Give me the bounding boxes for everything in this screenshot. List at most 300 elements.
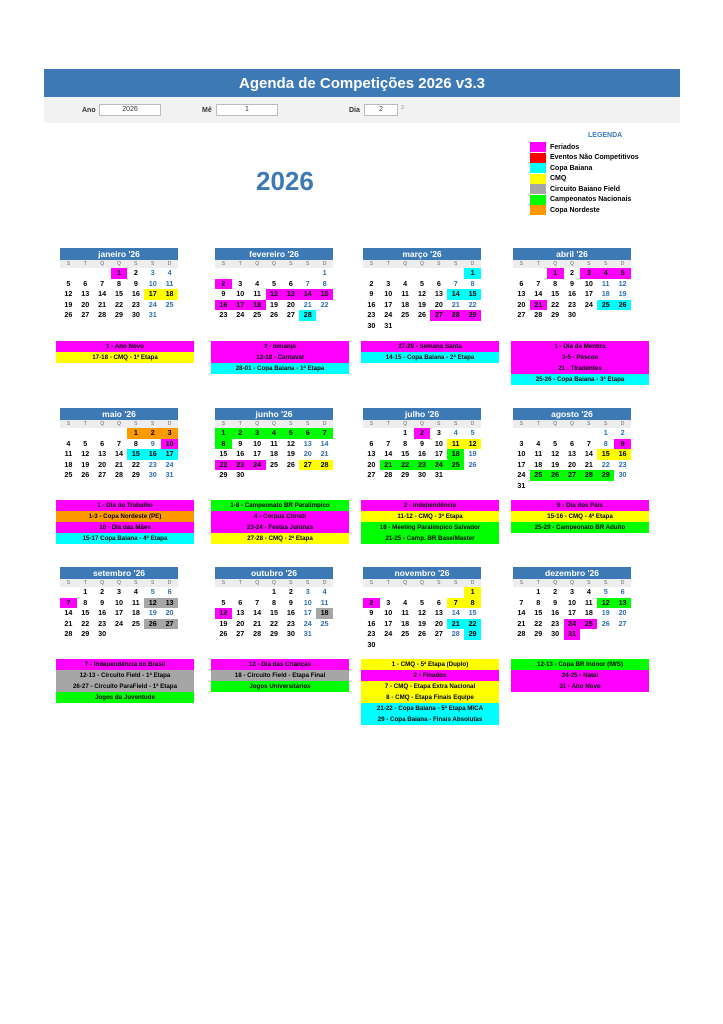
day-cell[interactable]: 7 [519, 597, 524, 607]
day-cell[interactable]: 23 [131, 299, 140, 309]
day-cell[interactable]: 19 [601, 608, 610, 618]
day-cell[interactable]: 14 [114, 449, 123, 459]
day-cell[interactable]: 4 [536, 438, 541, 448]
day-cell[interactable]: 12 [144, 598, 161, 609]
day-cell[interactable]: 21 [64, 618, 73, 628]
day-cell[interactable]: 19 [618, 289, 627, 299]
day-cell[interactable]: 21 [320, 449, 329, 459]
day-cell[interactable]: 29 [114, 310, 123, 320]
day-cell[interactable]: 15 [551, 289, 560, 299]
day-cell[interactable]: 5 [271, 278, 276, 288]
day-cell[interactable]: 17 [384, 299, 393, 309]
day-cell[interactable]: 20 [434, 618, 443, 628]
day-cell[interactable]: 28 [580, 470, 597, 481]
day-cell[interactable]: 26 [144, 619, 161, 630]
day-cell[interactable]: 10 [384, 608, 393, 618]
day-cell[interactable]: 24 [384, 629, 393, 639]
day-cell[interactable]: 29 [401, 470, 410, 480]
day-cell[interactable]: 19 [417, 618, 426, 628]
day-cell[interactable]: 15 [534, 608, 543, 618]
day-cell[interactable]: 22 [81, 618, 90, 628]
day-cell[interactable]: 9 [288, 597, 293, 607]
day-cell[interactable]: 10 [114, 597, 123, 607]
day-cell[interactable]: 4 [403, 597, 408, 607]
day-cell[interactable]: 1 [547, 268, 564, 279]
day-cell[interactable]: 10 [567, 597, 576, 607]
day-cell[interactable]: 7 [255, 597, 260, 607]
day-cell[interactable]: 30 [367, 639, 376, 649]
day-cell[interactable]: 29 [131, 470, 140, 480]
day-cell[interactable]: 5 [282, 428, 299, 439]
day-cell[interactable]: 29 [464, 629, 481, 640]
day-cell[interactable]: 13 [614, 598, 631, 609]
day-cell[interactable]: 27 [161, 619, 178, 630]
day-cell[interactable]: 18 [401, 299, 410, 309]
day-cell[interactable]: 20 [98, 459, 107, 469]
day-cell[interactable]: 1 [322, 268, 327, 277]
day-cell[interactable]: 8 [464, 598, 481, 609]
day-cell[interactable]: 29 [551, 310, 560, 320]
day-cell[interactable]: 16 [551, 608, 560, 618]
day-cell[interactable]: 25 [580, 619, 597, 630]
day-cell[interactable]: 8 [553, 278, 558, 288]
day-cell[interactable]: 16 [144, 449, 161, 460]
day-cell[interactable]: 19 [417, 299, 426, 309]
day-cell[interactable]: 25 [447, 460, 464, 471]
day-cell[interactable]: 17 [161, 449, 178, 460]
day-cell[interactable]: 8 [271, 597, 276, 607]
day-cell[interactable]: 28 [98, 310, 107, 320]
day-cell[interactable]: 9 [221, 289, 226, 299]
day-cell[interactable]: 1 [464, 268, 481, 279]
day-cell[interactable]: 25 [320, 618, 329, 628]
day-cell[interactable]: 27 [299, 460, 316, 471]
day-cell[interactable]: 22 [131, 459, 140, 469]
day-cell[interactable]: 11 [601, 278, 610, 288]
day-cell[interactable]: 25 [269, 459, 278, 469]
day-cell[interactable]: 14 [253, 608, 262, 618]
day-cell[interactable]: 31 [148, 310, 157, 320]
day-cell[interactable]: 2 [133, 268, 138, 277]
day-cell[interactable]: 12 [551, 449, 560, 459]
day-cell[interactable]: 21 [584, 459, 593, 469]
day-cell[interactable]: 27 [434, 629, 443, 639]
day-cell[interactable]: 22 [215, 460, 232, 471]
day-cell[interactable]: 22 [601, 459, 610, 469]
day-cell[interactable]: 17 [517, 459, 526, 469]
day-cell[interactable]: 6 [288, 278, 293, 288]
day-cell[interactable]: 3 [436, 428, 441, 437]
day-cell[interactable]: 9 [569, 278, 574, 288]
day-cell[interactable]: 1 [271, 587, 276, 596]
day-cell[interactable]: 10 [236, 289, 245, 299]
day-cell[interactable]: 27 [618, 618, 627, 628]
day-cell[interactable]: 16 [567, 289, 576, 299]
day-cell[interactable]: 19 [64, 299, 73, 309]
day-cell[interactable]: 28 [253, 629, 262, 639]
day-cell[interactable]: 14 [451, 608, 460, 618]
day-cell[interactable]: 18 [584, 608, 593, 618]
day-cell[interactable]: 31 [165, 470, 174, 480]
day-cell[interactable]: 22 [114, 299, 123, 309]
day-cell[interactable]: 27 [430, 310, 447, 321]
day-cell[interactable]: 11 [270, 438, 278, 448]
day-cell[interactable]: 13 [434, 289, 443, 299]
day-cell[interactable]: 6 [238, 597, 243, 607]
day-cell[interactable]: 20 [286, 299, 295, 309]
day-cell[interactable]: 3 [238, 278, 243, 288]
day-cell[interactable]: 11 [534, 449, 543, 459]
day-cell[interactable]: 30 [567, 310, 576, 320]
day-cell[interactable]: 23 [148, 459, 157, 469]
day-cell[interactable]: 6 [620, 587, 625, 596]
day-cell[interactable]: 4 [453, 428, 458, 437]
day-cell[interactable]: 6 [299, 428, 316, 439]
day-cell[interactable]: 26 [468, 459, 477, 469]
day-cell[interactable]: 3 [519, 438, 524, 448]
day-cell[interactable]: 30 [148, 470, 157, 480]
day-cell[interactable]: 1 [464, 587, 481, 598]
day-cell[interactable]: 7 [386, 438, 391, 448]
day-cell[interactable]: 13 [282, 289, 299, 300]
day-cell[interactable]: 5 [66, 278, 71, 288]
day-cell[interactable]: 17 [253, 449, 262, 459]
day-cell[interactable]: 4 [597, 268, 614, 279]
day-cell[interactable]: 15 [464, 289, 481, 300]
day-cell[interactable]: 3 [150, 268, 155, 277]
day-cell[interactable]: 4 [133, 587, 138, 596]
day-cell[interactable]: 4 [255, 278, 260, 288]
day-cell[interactable]: 31 [517, 480, 526, 490]
day-cell[interactable]: 27 [286, 310, 295, 320]
day-cell[interactable]: 17 [567, 608, 576, 618]
day-cell[interactable]: 20 [434, 299, 443, 309]
day-cell[interactable]: 12 [464, 439, 481, 450]
day-cell[interactable]: 15 [468, 608, 477, 618]
day-cell[interactable]: 27 [236, 629, 245, 639]
day-cell[interactable]: 13 [81, 289, 90, 299]
dia-input[interactable]: 2 [364, 104, 398, 116]
day-cell[interactable]: 18 [64, 459, 73, 469]
day-cell[interactable]: 7 [536, 278, 541, 288]
day-cell[interactable]: 17 [584, 289, 593, 299]
day-cell[interactable]: 2 [288, 587, 293, 596]
day-cell[interactable]: 28 [517, 629, 526, 639]
day-cell[interactable]: 13 [236, 608, 245, 618]
day-cell[interactable]: 19 [269, 299, 278, 309]
day-cell[interactable]: 31 [434, 470, 443, 480]
day-cell[interactable]: 16 [98, 608, 107, 618]
day-cell[interactable]: 9 [238, 438, 243, 448]
day-cell[interactable]: 21 [517, 618, 526, 628]
day-cell[interactable]: 7 [100, 278, 105, 288]
day-cell[interactable]: 9 [150, 438, 155, 448]
mes-input[interactable]: 1 [216, 104, 278, 116]
day-cell[interactable]: 5 [553, 438, 558, 448]
day-cell[interactable]: 21 [98, 299, 107, 309]
day-cell[interactable]: 12 [597, 598, 614, 609]
day-cell[interactable]: 8 [83, 597, 88, 607]
day-cell[interactable]: 6 [100, 438, 105, 448]
day-cell[interactable]: 23 [286, 618, 295, 628]
day-cell[interactable]: 23 [219, 310, 228, 320]
day-cell[interactable]: 22 [534, 618, 543, 628]
day-cell[interactable]: 16 [131, 289, 140, 299]
day-cell[interactable]: 2 [414, 428, 431, 439]
day-cell[interactable]: 17 [232, 300, 249, 311]
day-cell[interactable]: 27 [81, 310, 90, 320]
day-cell[interactable]: 7 [316, 428, 333, 439]
day-cell[interactable]: 29 [597, 470, 614, 481]
day-cell[interactable]: 10 [303, 597, 312, 607]
day-cell[interactable]: 11 [585, 597, 593, 607]
day-cell[interactable]: 23 [618, 459, 627, 469]
day-cell[interactable]: 29 [81, 629, 90, 639]
day-cell[interactable]: 12 [618, 278, 627, 288]
day-cell[interactable]: 25 [530, 470, 547, 481]
day-cell[interactable]: 17 [434, 449, 443, 459]
day-cell[interactable]: 21 [447, 619, 464, 630]
day-cell[interactable]: 30 [417, 470, 426, 480]
day-cell[interactable]: 18 [316, 608, 333, 619]
day-cell[interactable]: 10 [517, 449, 526, 459]
day-cell[interactable]: 22 [468, 299, 477, 309]
day-cell[interactable]: 18 [131, 608, 140, 618]
day-cell[interactable]: 15 [114, 289, 123, 299]
day-cell[interactable]: 12 [266, 289, 283, 300]
day-cell[interactable]: 25 [165, 299, 174, 309]
day-cell[interactable]: 28 [384, 470, 393, 480]
day-cell[interactable]: 23 [98, 618, 107, 628]
day-cell[interactable]: 18 [401, 618, 410, 628]
day-cell[interactable]: 27 [517, 310, 526, 320]
day-cell[interactable]: 26 [64, 310, 73, 320]
day-cell[interactable]: 1 [603, 428, 608, 437]
day-cell[interactable]: 12 [64, 289, 73, 299]
day-cell[interactable]: 30 [236, 470, 245, 480]
day-cell[interactable]: 20 [517, 299, 526, 309]
day-cell[interactable]: 5 [150, 587, 155, 596]
day-cell[interactable]: 15 [316, 289, 333, 300]
day-cell[interactable]: 13 [367, 449, 376, 459]
day-cell[interactable]: 13 [98, 449, 107, 459]
day-cell[interactable]: 23 [367, 629, 376, 639]
day-cell[interactable]: 28 [451, 629, 460, 639]
day-cell[interactable]: 10 [434, 438, 443, 448]
day-cell[interactable]: 20 [165, 608, 174, 618]
day-cell[interactable]: 9 [369, 289, 374, 299]
day-cell[interactable]: 1 [215, 428, 232, 439]
day-cell[interactable]: 29 [464, 310, 481, 321]
day-cell[interactable]: 7 [586, 438, 591, 448]
day-cell[interactable]: 19 [468, 449, 477, 459]
day-cell[interactable]: 30 [131, 310, 140, 320]
day-cell[interactable]: 26 [286, 459, 295, 469]
day-cell[interactable]: 24 [584, 299, 593, 309]
day-cell[interactable]: 12 [417, 608, 426, 618]
day-cell[interactable]: 15 [401, 449, 410, 459]
day-cell[interactable]: 5 [470, 428, 475, 437]
day-cell[interactable]: 18 [534, 459, 543, 469]
day-cell[interactable]: 24 [148, 299, 157, 309]
day-cell[interactable]: 10 [148, 278, 157, 288]
day-cell[interactable]: 24 [564, 619, 581, 630]
day-cell[interactable]: 8 [322, 278, 327, 288]
day-cell[interactable]: 19 [148, 608, 157, 618]
day-cell[interactable]: 28 [64, 629, 73, 639]
day-cell[interactable]: 8 [215, 439, 232, 450]
day-cell[interactable]: 9 [553, 597, 558, 607]
day-cell[interactable]: 18 [269, 449, 278, 459]
day-cell[interactable]: 14 [299, 289, 316, 300]
day-cell[interactable]: 21 [303, 299, 312, 309]
day-cell[interactable]: 21 [114, 459, 123, 469]
day-cell[interactable]: 14 [320, 438, 329, 448]
day-cell[interactable]: 5 [83, 438, 88, 448]
day-cell[interactable]: 9 [614, 439, 631, 450]
day-cell[interactable]: 20 [236, 618, 245, 628]
day-cell[interactable]: 22 [397, 460, 414, 471]
day-cell[interactable]: 17 [384, 618, 393, 628]
day-cell[interactable]: 31 [384, 320, 393, 330]
day-cell[interactable]: 23 [367, 310, 376, 320]
day-cell[interactable]: 14 [98, 289, 107, 299]
day-cell[interactable]: 27 [564, 470, 581, 481]
day-cell[interactable]: 7 [453, 278, 458, 288]
day-cell[interactable]: 15 [127, 449, 144, 460]
day-cell[interactable]: 30 [367, 320, 376, 330]
day-cell[interactable]: 28 [316, 460, 333, 471]
day-cell[interactable]: 19 [286, 449, 295, 459]
day-cell[interactable]: 14 [384, 449, 393, 459]
day-cell[interactable]: 22 [464, 619, 481, 630]
day-cell[interactable]: 21 [253, 618, 262, 628]
day-cell[interactable]: 15 [597, 449, 614, 460]
day-cell[interactable]: 26 [601, 618, 610, 628]
day-cell[interactable]: 26 [614, 300, 631, 311]
day-cell[interactable]: 4 [266, 428, 283, 439]
day-cell[interactable]: 3 [386, 278, 391, 288]
day-cell[interactable]: 11 [447, 439, 464, 450]
day-cell[interactable]: 15 [81, 608, 90, 618]
day-cell[interactable]: 17 [144, 289, 161, 300]
day-cell[interactable]: 24 [303, 618, 312, 628]
day-cell[interactable]: 13 [303, 438, 312, 448]
day-cell[interactable]: 24 [165, 459, 174, 469]
day-cell[interactable]: 25 [131, 618, 140, 628]
day-cell[interactable]: 22 [269, 618, 278, 628]
day-cell[interactable]: 25 [401, 629, 410, 639]
day-cell[interactable]: 1 [403, 428, 408, 437]
day-cell[interactable]: 28 [534, 310, 543, 320]
day-cell[interactable]: 18 [249, 300, 266, 311]
day-cell[interactable]: 12 [286, 438, 295, 448]
day-cell[interactable]: 7 [60, 598, 77, 609]
day-cell[interactable]: 2 [144, 428, 161, 439]
day-cell[interactable]: 21 [530, 300, 547, 311]
day-cell[interactable]: 26 [219, 629, 228, 639]
day-cell[interactable]: 10 [253, 438, 262, 448]
day-cell[interactable]: 16 [236, 449, 245, 459]
day-cell[interactable]: 6 [436, 278, 441, 288]
day-cell[interactable]: 30 [98, 629, 107, 639]
day-cell[interactable]: 12 [417, 289, 426, 299]
day-cell[interactable]: 4 [167, 268, 172, 277]
day-cell[interactable]: 25 [64, 470, 73, 480]
day-cell[interactable]: 25 [597, 300, 614, 311]
day-cell[interactable]: 30 [618, 470, 627, 480]
day-cell[interactable]: 14 [517, 608, 526, 618]
day-cell[interactable]: 28 [447, 310, 464, 321]
day-cell[interactable]: 29 [534, 629, 543, 639]
day-cell[interactable]: 24 [236, 310, 245, 320]
day-cell[interactable]: 6 [519, 278, 524, 288]
day-cell[interactable]: 16 [286, 608, 295, 618]
day-cell[interactable]: 22 [320, 299, 329, 309]
day-cell[interactable]: 13 [517, 289, 526, 299]
day-cell[interactable]: 30 [551, 629, 560, 639]
day-cell[interactable]: 5 [419, 278, 424, 288]
day-cell[interactable]: 29 [269, 629, 278, 639]
day-cell[interactable]: 17 [114, 608, 123, 618]
day-cell[interactable]: 14 [64, 608, 73, 618]
day-cell[interactable]: 14 [534, 289, 543, 299]
day-cell[interactable]: 24 [430, 460, 447, 471]
ano-input[interactable]: 2026 [99, 104, 161, 116]
day-cell[interactable]: 23 [232, 460, 249, 471]
day-cell[interactable]: 6 [569, 438, 574, 448]
day-cell[interactable]: 14 [447, 289, 464, 300]
day-cell[interactable]: 8 [403, 438, 408, 448]
day-cell[interactable]: 24 [249, 460, 266, 471]
day-cell[interactable]: 3 [580, 268, 597, 279]
day-cell[interactable]: 13 [567, 449, 576, 459]
day-cell[interactable]: 18 [447, 449, 464, 460]
day-cell[interactable]: 2 [569, 268, 574, 277]
day-cell[interactable]: 10 [584, 278, 593, 288]
day-cell[interactable]: 2 [100, 587, 105, 596]
day-cell[interactable]: 28 [299, 310, 316, 321]
day-cell[interactable]: 23 [551, 618, 560, 628]
day-cell[interactable]: 7 [305, 278, 310, 288]
day-cell[interactable]: 29 [219, 470, 228, 480]
day-cell[interactable]: 4 [322, 587, 327, 596]
day-cell[interactable]: 4 [66, 438, 71, 448]
day-cell[interactable]: 11 [165, 278, 174, 288]
day-cell[interactable]: 10 [161, 439, 178, 450]
day-cell[interactable]: 26 [81, 470, 90, 480]
day-cell[interactable]: 11 [401, 608, 409, 618]
day-cell[interactable]: 4 [586, 587, 591, 596]
day-cell[interactable]: 5 [603, 587, 608, 596]
day-cell[interactable]: 30 [286, 629, 295, 639]
day-cell[interactable]: 12 [81, 449, 90, 459]
day-cell[interactable]: 25 [253, 310, 262, 320]
day-cell[interactable]: 15 [269, 608, 278, 618]
day-cell[interactable]: 7 [447, 598, 464, 609]
day-cell[interactable]: 10 [384, 289, 393, 299]
day-cell[interactable]: 6 [83, 278, 88, 288]
day-cell[interactable]: 21 [380, 460, 397, 471]
day-cell[interactable]: 7 [116, 438, 121, 448]
day-cell[interactable]: 3 [569, 587, 574, 596]
day-cell[interactable]: 2 [363, 598, 380, 609]
day-cell[interactable]: 3 [161, 428, 178, 439]
day-cell[interactable]: 9 [419, 438, 424, 448]
day-cell[interactable]: 4 [403, 278, 408, 288]
day-cell[interactable]: 18 [161, 289, 178, 300]
day-cell[interactable]: 16 [367, 299, 376, 309]
